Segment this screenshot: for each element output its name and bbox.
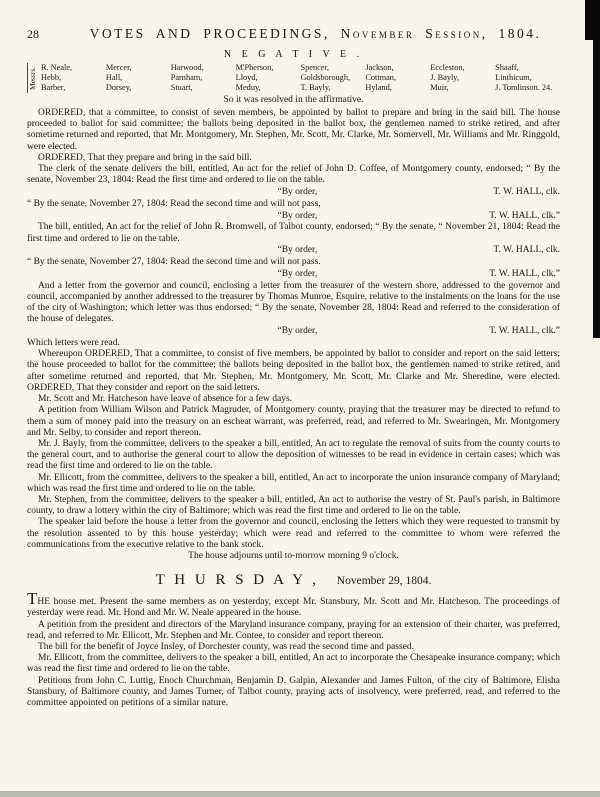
voter-name: Jackson, (365, 63, 394, 72)
paragraph: THE house met. Present the same members as on yesterday, except Mr. Stansbury, Mr. Scott and Mr. Hatcheson. The proceedings of yesterday were read. Mr. Hond and Mr. W. Neale appeared in the house. (27, 589, 560, 619)
voter-column (171, 63, 236, 93)
day-date: November 29, 1804. (336, 575, 432, 588)
paragraph: A petition from William Wilson and Patrick Magruder, of Montgomery county, praying that the treasurer may be directed to refund to them a sum of money paid into the treasury on an escheat warrant, was preferred, read, and referred to Mr. Swearingen, Mr. Montgomery and Mr. Selby, to consider and report thereon. (27, 405, 560, 438)
paragraph: Which letters were read. (27, 338, 120, 349)
scan-edge-artifact (593, 0, 600, 338)
clerk-signature: T. W. HALL, clk.” (489, 268, 560, 279)
voter-name: Hall, (105, 73, 123, 82)
voter-name: J. Bayly, (430, 73, 459, 82)
voter-column (365, 63, 430, 93)
voter-name: Hebb, (41, 73, 62, 82)
page-number: 28 (27, 27, 39, 41)
by-order-line (27, 245, 560, 256)
voter-name: Harwood, (170, 63, 204, 72)
voter-name: Stuart, (170, 83, 193, 92)
voter-name: Barber, (41, 83, 66, 92)
voter-name: R. Neale, (41, 63, 73, 72)
voter-name: Linthicum, (495, 73, 532, 82)
voter-column (106, 63, 171, 93)
voter-column (236, 63, 301, 93)
running-header (27, 26, 560, 42)
paragraph: Mr. Ellicott, from the committee, delivers to the speaker a bill, entitled, An act to incorporate the union insurance company of Maryland; which was read the first time and ordered to lie on the table. (27, 472, 560, 494)
paragraph: ORDERED, That they prepare and bring in the said bill. (38, 152, 252, 163)
voter-name: T. Bayly, (300, 83, 331, 92)
by-order-label: “By order, (277, 186, 318, 197)
by-order-label: “By order, (277, 326, 318, 337)
day-name: T H U R S D A Y , (155, 572, 320, 589)
paragraph: Petitions from John C. Luttig, Enoch Churchman, Benjamin D. Galpin, Alexander and James Fulton, of the city of Baltimore, Elisha Stansbury, of Baltimore county, and James Turner, of Talbot county, praying acts of insolvency, were preferred, read, and referred to the committee appointed on petitions of a similar nature. (27, 675, 560, 708)
voter-name: Eccleston, (430, 63, 465, 72)
by-order-label: “By order, (277, 245, 318, 256)
clerk-signature: T. W. HALL, clk.” (489, 210, 560, 221)
page-title: VOTES AND PROCEEDINGS, November Session, 1804. (89, 26, 542, 41)
paragraph: Mr. Ellicott, from the committee, delivers to the speaker a bill, entitled, An act to incorporate the Chesapeake insurance company; which was read the first time and ordered to lie on the table. (27, 653, 560, 675)
voter-name: Goldsborough, (300, 73, 351, 82)
paragraph: “ By the senate, November 27, 1804: Read the second time and will not pass. (27, 257, 321, 268)
paragraph: And a letter from the governor and council, enclosing a letter from the treasurer of the western shore, addressed to the governor and council, accompanied by another addressed to the treasurer by Thomas Munroe, Esquire, relative to the instalments on the loans for the use of the city of Washington; which letter was thus endorsed; “ By the senate, November 28, 1804: Read and referred to the consideration of the house of delegates. (27, 280, 560, 325)
paragraph: Mr. Stephen, from the committee, delivers to the speaker a bill, entitled, An act to authorise the vestry of St. Paul's parish, in Baltimore county, to draw a lottery within the city of Baltimore; which was read the first time and ordered to lie on the table. (27, 494, 560, 517)
clerk-signature: T. W. HALL, clk. (493, 186, 560, 197)
voter-name: Meduy, (235, 83, 261, 92)
paragraph: The speaker laid before the house a letter from the governor and council, enclosing the letters which they were requested to transmit by the resolution assented to by this house yesterday; which were read and referred to the committee to whom were referred the communications from the executive relative to the bank stock. (27, 517, 560, 550)
by-order-label: “By order, (277, 210, 318, 221)
voter-name: Lloyd, (235, 73, 258, 82)
voters-table (27, 63, 560, 93)
day-heading (27, 572, 560, 589)
paragraph: A petition from the president and directors of the Maryland insurance company, praying for an extension of their charter, was preferred, read, and referred to Mr. Ellicott, Mr. Stephen and Mr. Contee, to consider and report thereon. (27, 619, 560, 641)
by-order-line (27, 326, 560, 337)
voter-name: Muir, (430, 83, 449, 92)
paragraph: Mr. Scott and Mr. Hatcheson have leave of absence for a few days. (38, 394, 293, 405)
voter-name: Mercer, (105, 63, 132, 72)
adjournment-line: The house adjourns until to-morrow morning 9 o'clock. (188, 550, 399, 561)
voter-column (301, 63, 366, 93)
by-order-line (27, 211, 560, 222)
paragraph: The clerk of the senate delivers the bill, entitled, An act for the relief of John D. Coffee, of Montgomery county, endorsed; “ By the senate, November 23, 1804: Read the first time and ordered to lie on the table. (27, 164, 560, 186)
voter-column (41, 63, 106, 93)
by-order-line (27, 187, 560, 198)
voter-name: Dorsey, (105, 83, 132, 92)
thursday-body (27, 589, 560, 709)
voter-column (495, 63, 560, 93)
paragraph: Whereupon ORDERED, That a committee, to consist of five members, be appointed by ballot to consider and report on the said letters; the house proceeded to ballot for the committee; the ballots being deposited in the ballot box, the gentlemen named to strike retired, and after sometime returned and reported, that Mr. Stephen, Mr. Montgomery, Mr. Scott, Mr. Clarke and Mr. Sheredine, were elected. ORDERED, That they consider and report on the said letters. (27, 349, 560, 393)
voter-name: Shaaff, (495, 63, 519, 72)
scan-bottom-artifact (0, 791, 600, 797)
voter-name: Parnham, (170, 73, 203, 82)
paragraph: The bill for the benefit of Joyce Insley, of Dorchester county, was read the second time and passed. (38, 641, 415, 652)
voter-name: Cottman, (365, 73, 397, 82)
voter-name: J. Tomlinson. 24. (495, 83, 553, 92)
voter-name: Hyland, (365, 83, 392, 92)
messrs-label: Messrs. (27, 63, 38, 93)
negative-heading: N E G A T I V E . (223, 49, 364, 60)
by-order-line (27, 269, 560, 280)
journal-body (27, 108, 560, 562)
paragraph: Mr. J. Bayly, from the committee, delivers to the speaker a bill, entitled, An act to regulate the removal of suits from the county courts to the general court, and to authorise the general court to allow the deposition of witnesses to be read in evidence in certain cases; which was read the first time and ordered to lie on the table. (27, 438, 560, 472)
clerk-signature: T. W. HALL, clk.” (489, 326, 560, 337)
voter-name: M'Pherson, (235, 63, 274, 72)
voter-column (430, 63, 495, 93)
paragraph: The bill, entitled, An act for the relief of John R. Bromwell, of Talbot county, endorsed; “ By the senate, “ November 21, 1804: Read the first time and ordered to lie on the table. (27, 222, 560, 244)
clerk-signature: T. W. HALL, clk. (493, 245, 560, 256)
paragraph: ORDERED, that a committee, to consist of seven members, be appointed by ballot to prepare and bring in the said bill. The house proceeded to ballot for said committee; the ballots being deposited in the ballot box, the gentlemen named to strike retired, and after sometime returned and reported, that Mr. Montgomery, Mr. Stephen, Mr. Scott, Mr. Clarke, Mr. Somervell, Mr. Williams and Mr. Ringgold, were elected. (27, 108, 560, 152)
by-order-label: “By order, (277, 268, 318, 279)
paragraph: “ By the senate, November 27, 1804: Read the second time and will not pass, (27, 198, 321, 209)
voter-name: Spencer, (300, 63, 329, 72)
scan-corner-artifact (585, 0, 600, 40)
resolution-line: So it was resolved in the affirmative. (223, 95, 364, 105)
